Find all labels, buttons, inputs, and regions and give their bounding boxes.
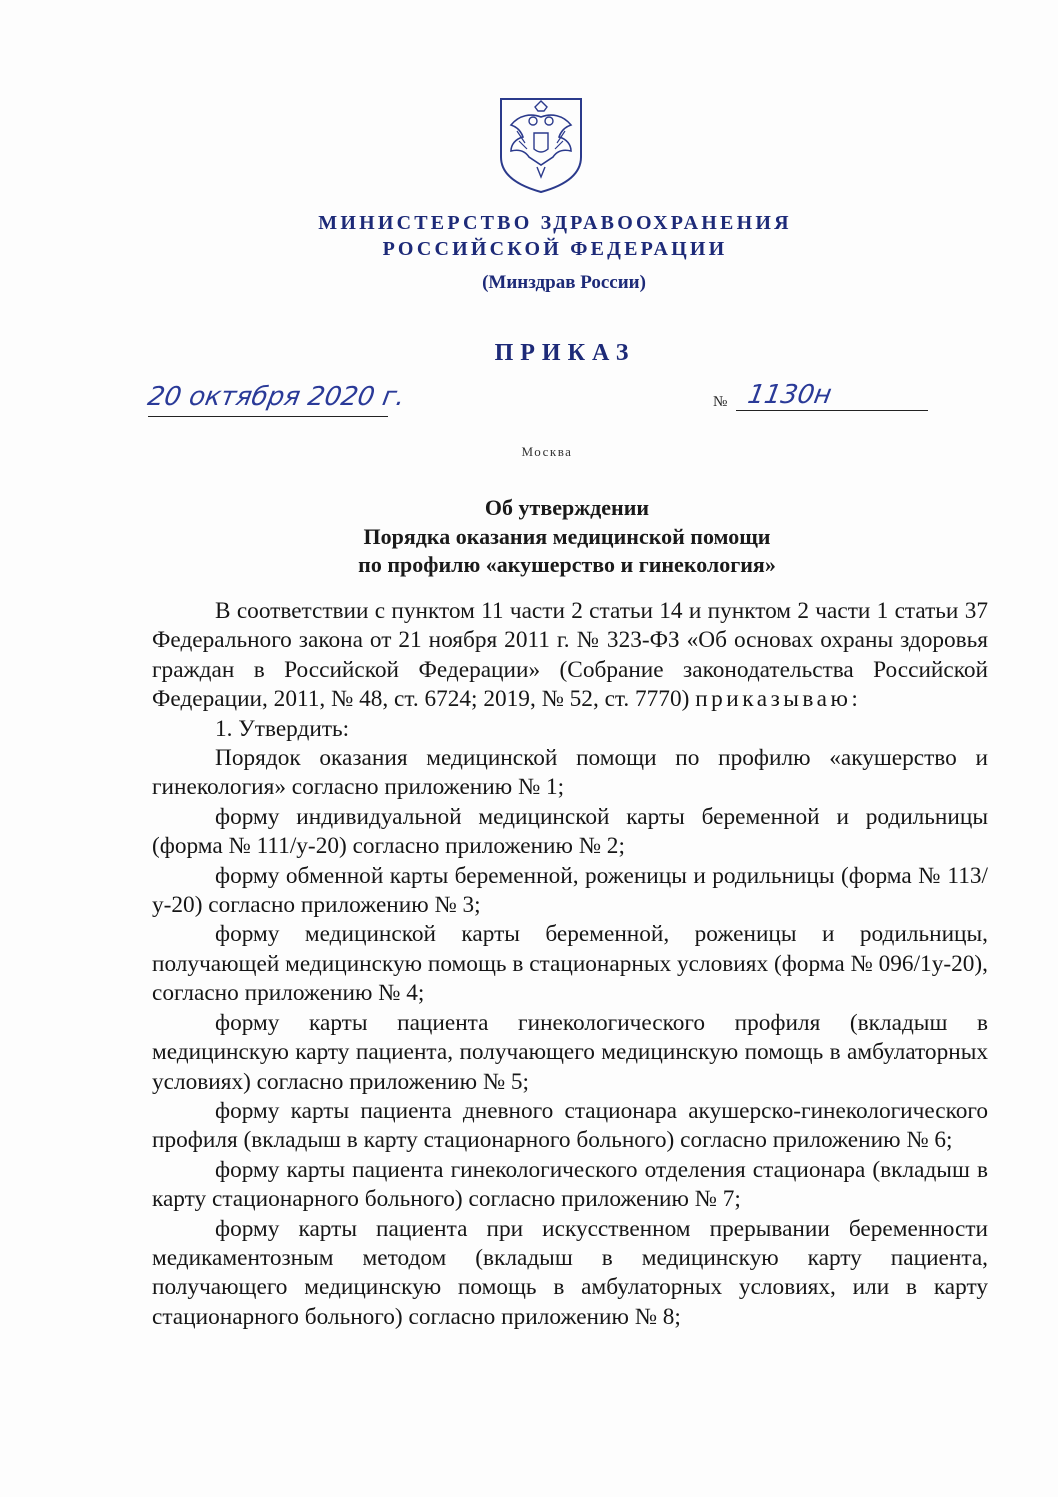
ministry-line-1: МИНИСТЕРСТВО ЗДРАВООХРАНЕНИЯ — [318, 212, 792, 234]
ministry-name — [0, 210, 1058, 262]
city-name: Москва — [521, 444, 573, 459]
title-line-2: Порядка оказания медицинской помощи — [363, 523, 771, 549]
number-underline — [736, 410, 928, 411]
russian-coat-of-arms-icon — [497, 95, 585, 195]
number-sign: № — [713, 394, 728, 410]
preamble-text: В соответствии с пунктом 11 части 2 статьи 14 и пунктом 2 части 1 статьи 37 Федерального закона от 21 ноября 2011 г. № 323-ФЗ «Об основах охраны здоровья граждан в Российской Федерации» (Собрание законодательства Российской Федерации, 2011, № 48, ст. 6724; 2019, № 52, ст. 7770) — [152, 598, 988, 713]
order-title: ПРИКАЗ — [494, 340, 636, 366]
date-underline — [148, 416, 388, 417]
ministry-short-name: (Минздрав России) — [482, 272, 646, 293]
list-item: форму карты пациента гинекологического отделения стационара (вкладыш в карту стационарного больного) согласно приложению № 7; — [152, 1156, 988, 1213]
order-number: 1130н — [745, 380, 834, 410]
title-line-3: по профилю «акушерство и гинекология» — [358, 552, 776, 577]
list-item: Порядок оказания медицинской помощи по профилю «акушерство и гинекология» согласно приложению № 1; — [152, 745, 988, 801]
list-item: форму карты пациента при искусственном прерывании беременности медикаментозным методом (вкладыш в медицинскую карту пациента, получающего медицинскую помощь в амбулаторных условиях, или в карту стационарного больного) согласно приложению № 8; — [152, 1215, 988, 1330]
ministry-line-2: РОССИЙСКОЙ ФЕДЕРАЦИИ — [382, 238, 728, 260]
document-title — [0, 494, 1058, 580]
list-item: форму медицинской карты беременной, роженицы и родильницы, получающей медицинскую помощь в стационарных условиях (форма № 096/1у-20), согласно приложению № 4; — [152, 921, 988, 1007]
title-line-1: Об утверждении — [484, 495, 650, 520]
preamble-paragraph — [152, 597, 988, 715]
list-item: форму карты пациента дневного стационара акушерско-гинекологического профиля (вкладыш в карту стационарного больного) согласно приложению № 6; — [152, 1097, 988, 1154]
order-date: 20 октября 2020 г. — [145, 382, 408, 412]
list-item: форму индивидуальной медицинской карты беременной и родильницы (форма № 111/у-20) согласно приложению № 2; — [152, 803, 988, 860]
list-item: форму карты пациента гинекологического профиля (вкладыш в медицинскую карту пациента, получающего медицинскую помощь в амбулаторных условиях) согласно приложению № 5; — [152, 1009, 988, 1095]
order-word: приказываю: — [695, 686, 862, 713]
document-body — [152, 597, 988, 1332]
item-heading: 1. Утвердить: — [215, 715, 350, 742]
list-item: форму обменной карты беременной, роженицы и родильницы (форма № 113/у-20) согласно приложению № 3; — [152, 862, 988, 919]
